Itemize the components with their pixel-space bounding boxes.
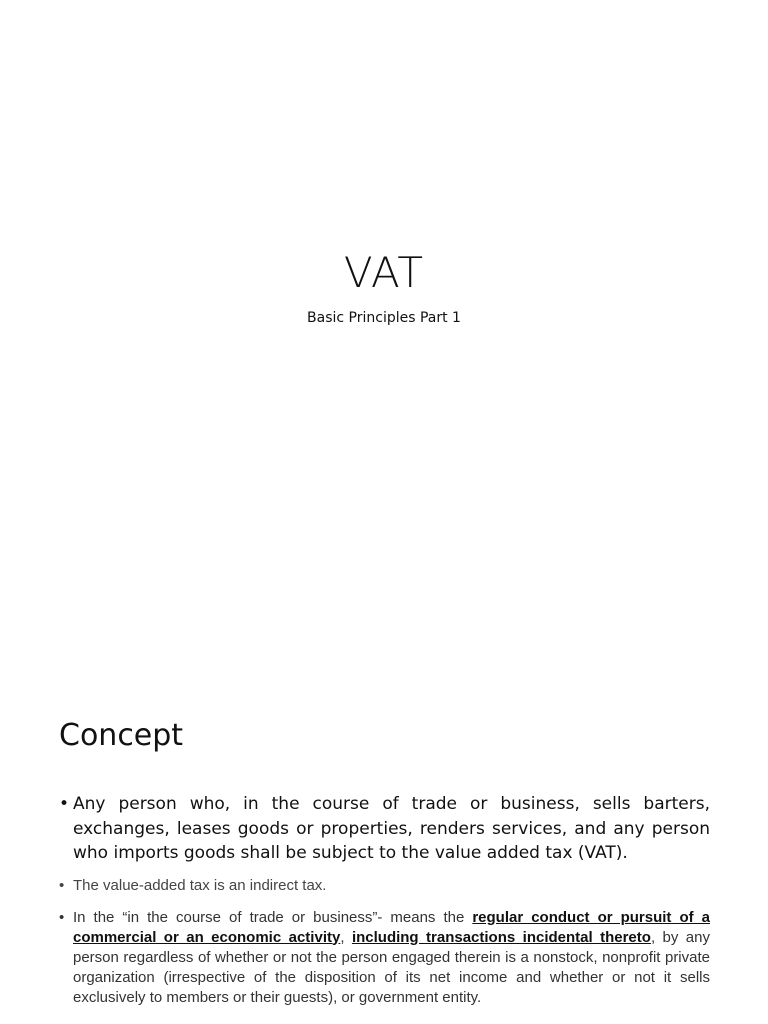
- bullet-item: [59, 876, 710, 896]
- concept-slide: [0, 678, 768, 1024]
- bullet-item: [59, 792, 710, 866]
- slide-subtitle: Basic Principles Part 1: [307, 310, 461, 326]
- bullet-text: The value-added tax is an indirect tax.: [73, 876, 327, 894]
- bullet-text: Any person who, in the course of trade or business, sells barters, exchanges, leases goods or properties, renders services, and any person who imports goods shall be subject to the value added tax (VAT).: [73, 794, 710, 863]
- slide-title: VAT: [343, 248, 425, 297]
- bullet-marker: •: [59, 876, 65, 894]
- bullet-list: [59, 792, 710, 1008]
- emphasis-text: including transactions incidental thereto: [351, 928, 651, 946]
- bullet-marker: •: [59, 908, 65, 926]
- bullet-marker: •: [59, 794, 70, 814]
- bullet-text-rest: , by any person regardless of whether or not the person engaged therein is a nonstock, nonprofit private organization (irrespective of the disposition of its net income and whether or not it sells exclusively to members or their guests), or government entity.: [73, 928, 710, 1006]
- bullet-text-intro: In the “in the course of trade or business”- means the: [73, 908, 473, 926]
- slide-heading: Concept: [59, 718, 184, 753]
- emphasis-text: regular conduct or pursuit of a commercial or an economic activity: [73, 908, 710, 946]
- bullet-item: [59, 908, 710, 1008]
- bullet-text-separator: ,: [340, 928, 352, 946]
